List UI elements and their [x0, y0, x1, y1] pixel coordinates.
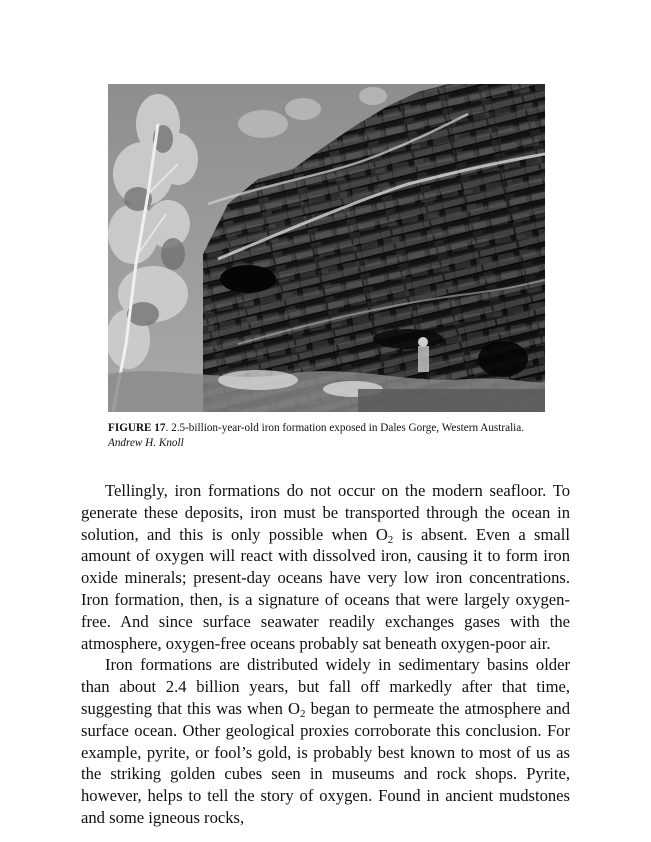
- caption-text: 2.5-billion-year-old iron formation exposed in Dales Gorge, Western Australia.: [168, 422, 525, 434]
- figure-label: FIGURE 17: [108, 422, 166, 434]
- paragraph-1-subscript: 2: [387, 533, 394, 546]
- figure-label-period: .: [165, 422, 169, 434]
- figure-photo: [108, 84, 545, 412]
- paragraph-1-text-a: Tellingly, iron formations do not occur on the modern seafloor. To generate these deposits, iron must be transported through the ocean in solution, and this is only possible when O: [81, 481, 570, 544]
- paragraph-2-text-a: Iron formations are distributed widely in sedimentary basins older than about 2.4 billion years, but fall off markedly after that time, suggesting that this was when O: [81, 655, 570, 718]
- paragraph-2-text-b: began to permeate the atmosphere and surface ocean. Other geological proxies corroborate this conclusion. For example, pyrite, or fool’s gold, is probably best known to most of us as the striking golden cubes seen in museums and rock shops. Pyrite, however, helps to tell the story of oxygen. Found in ancient mudstones and some igneous rocks,: [81, 698, 571, 827]
- figure-caption: [108, 421, 548, 451]
- paragraph-1: [81, 480, 570, 654]
- body-text: [81, 480, 570, 829]
- photo-credit: Andrew H. Knoll: [108, 437, 184, 449]
- paragraph-1-text-b: is absent. Even a small amount of oxygen will react with dissolved iron, causing it to form iron oxide minerals; present-day oceans have very low iron concentrations. Iron formation, then, is a signature of oceans that were largely oxygen-free. And since surface seawater readily exchanges gases with the atmosphere, oxygen-free oceans probably sat beneath oxygen-poor air.: [81, 524, 570, 653]
- paragraph-2: [81, 654, 570, 828]
- paragraph-2-subscript: 2: [299, 707, 306, 720]
- iron-formation-photo: [108, 84, 545, 412]
